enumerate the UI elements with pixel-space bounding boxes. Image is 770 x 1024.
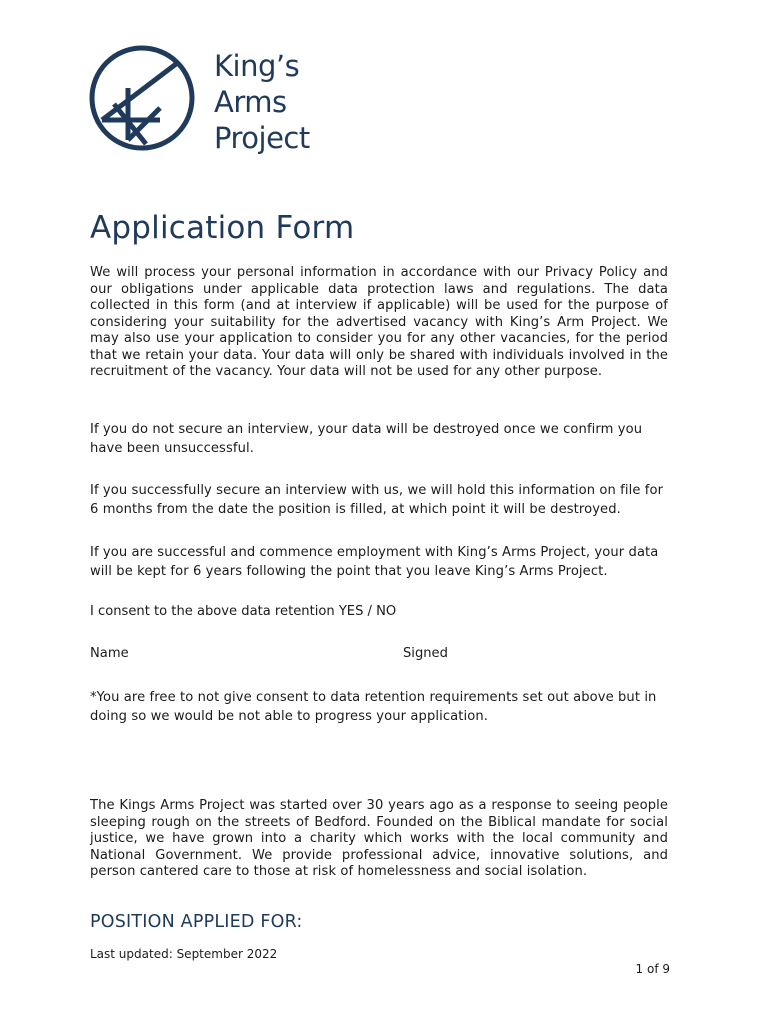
name-field-label: Name	[90, 646, 129, 661]
consent-line: I consent to the above data retention YES / NO	[90, 604, 397, 619]
privacy-paragraph: We will process your personal information in accordance with our Privacy Policy and our obligations under applicable data protection laws and regulations. The data collected in this form (and at interview if applicable) will be used for the purpose of considering your suitability for the advertised vacancy with King’s Arm Project. We may also use your application to consider you for any other vacancies, for the period that we retain your data. Your data will only be shared with individuals involved in the recruitment of the vacancy. Your data will not be used for any other purpose.	[90, 265, 668, 379]
about-paragraph: The Kings Arms Project was started over 30 years ago as a response to seeing people sleeping rough on the streets of Bedford. Founded on the Biblical mandate for social justice, we have grown into a charity which works with the local community and National Government. We provide professional advice, innovative solutions, and person cantered care to those at risk of homelessness and social isolation.	[90, 798, 668, 879]
signed-field-label: Signed	[403, 646, 448, 661]
page-number: 1 of 9	[635, 962, 670, 976]
page-title: Application Form	[90, 210, 355, 246]
logo-line-3: Project	[214, 121, 310, 155]
logo-line-2: Arms	[214, 85, 287, 119]
employment-paragraph: If you are successful and commence employment with King’s Arms Project, your data will be kept for 6 years following the point that you leave King’s Arms Project.	[90, 545, 659, 579]
kings-arms-logo	[88, 44, 310, 156]
logo-line-1: King’s	[214, 49, 300, 83]
consent-note-paragraph: *You are free to not give consent to data retention requirements set out above but in doing so we would be not able to progress your application.	[90, 690, 657, 724]
logo-wordmark	[214, 48, 310, 156]
position-heading: POSITION APPLIED FOR:	[90, 912, 303, 932]
no-interview-paragraph: If you do not secure an interview, your data will be destroyed once we confirm you have been unsuccessful.	[90, 422, 643, 456]
last-updated-note: Last updated: September 2022	[90, 947, 278, 961]
logo-emblem-icon	[88, 44, 196, 152]
interview-paragraph: If you successfully secure an interview with us, we will hold this information on file for 6 months from the date the position is filled, at which point it will be destroyed.	[90, 483, 664, 517]
